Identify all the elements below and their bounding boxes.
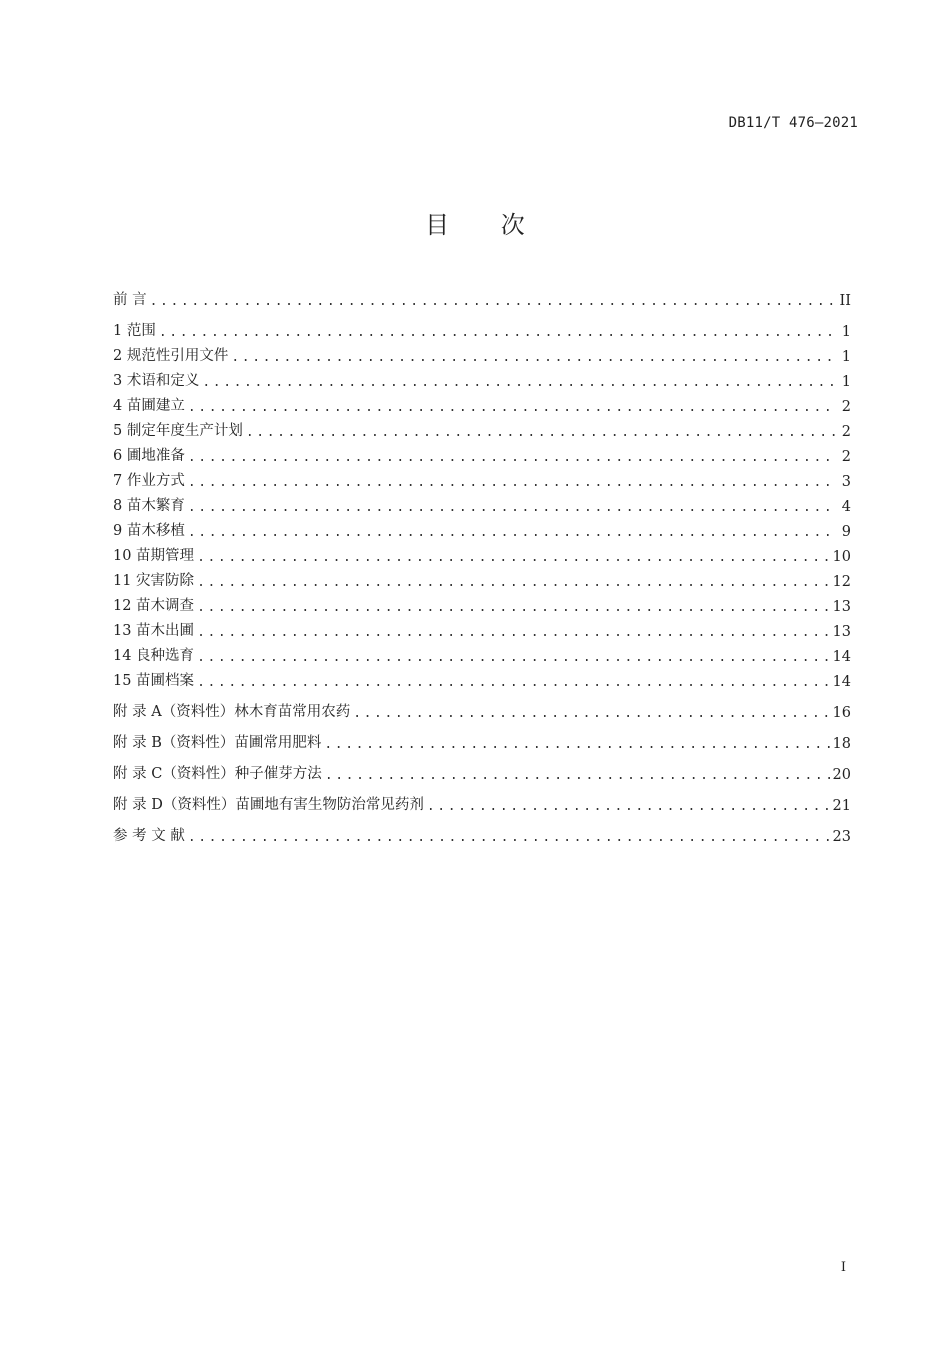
toc-leader-dots xyxy=(325,768,830,783)
toc-page-number: 20 xyxy=(832,767,851,783)
toc-page-number: 1 xyxy=(841,349,851,365)
toc-page-number: 14 xyxy=(832,674,851,690)
toc-entry-foreword[interactable] xyxy=(113,287,851,309)
toc-entry-appendix-c[interactable] xyxy=(113,752,851,783)
toc-leader-dots xyxy=(231,350,836,365)
toc-page-number: 2 xyxy=(841,449,851,465)
toc-entry-8[interactable] xyxy=(113,490,851,515)
toc-leader-dots xyxy=(188,450,836,465)
toc-label: 15 苗圃档案 xyxy=(113,673,195,689)
toc-leader-dots xyxy=(159,325,836,340)
toc-entry-3[interactable] xyxy=(113,365,851,390)
toc-page-number: 1 xyxy=(841,324,851,340)
toc-page-number: 14 xyxy=(832,649,851,665)
toc-leader-dots xyxy=(197,650,829,665)
toc-label: 2 规范性引用文件 xyxy=(113,348,229,364)
toc-leader-dots xyxy=(188,400,836,415)
toc-leader-dots xyxy=(353,706,829,721)
toc-label: 8 苗木繁育 xyxy=(113,498,185,514)
toc-label: 参 考 文 献 xyxy=(113,828,185,844)
toc-entry-11[interactable] xyxy=(113,565,851,590)
toc-page-number: II xyxy=(839,293,851,309)
toc-label: 附 录 D（资料性）苗圃地有害生物防治常见药剂 xyxy=(113,797,424,813)
toc-entry-15[interactable] xyxy=(113,665,851,690)
toc-leader-dots xyxy=(188,475,836,490)
toc-leader-dots xyxy=(188,500,836,515)
toc-label: 附 录 A（资料性）林木育苗常用农药 xyxy=(113,704,351,720)
toc-entry-9[interactable] xyxy=(113,515,851,540)
page-title: 目 次 xyxy=(425,211,547,239)
toc-leader-dots xyxy=(197,600,829,615)
toc-page-number: 16 xyxy=(832,705,851,721)
table-of-contents xyxy=(113,287,851,845)
toc-leader-dots xyxy=(197,625,829,640)
toc-label: 7 作业方式 xyxy=(113,473,185,489)
toc-entry-5[interactable] xyxy=(113,415,851,440)
toc-entry-13[interactable] xyxy=(113,615,851,640)
toc-label: 5 制定年度生产计划 xyxy=(113,423,243,439)
toc-entry-6[interactable] xyxy=(113,440,851,465)
toc-page-number: 13 xyxy=(832,624,851,640)
toc-leader-dots xyxy=(197,550,829,565)
toc-page-number: 10 xyxy=(832,549,851,565)
toc-leader-dots xyxy=(197,675,829,690)
toc-leader-dots xyxy=(246,425,836,440)
toc-label: 12 苗木调查 xyxy=(113,598,195,614)
toc-leader-dots xyxy=(202,375,836,390)
toc-page-number: 12 xyxy=(832,574,851,590)
toc-entry-bibliography[interactable] xyxy=(113,814,851,845)
toc-page-number: 3 xyxy=(841,474,851,490)
toc-label: 3 术语和定义 xyxy=(113,373,200,389)
toc-leader-dots xyxy=(188,830,830,845)
toc-page-number: 2 xyxy=(841,424,851,440)
page-number: I xyxy=(840,1260,846,1275)
toc-page-number: 2 xyxy=(841,399,851,415)
toc-page-number: 13 xyxy=(832,599,851,615)
toc-page-number: 21 xyxy=(832,798,851,814)
toc-leader-dots xyxy=(427,799,830,814)
toc-entry-appendix-d[interactable] xyxy=(113,783,851,814)
toc-label: 14 良种选育 xyxy=(113,648,195,664)
toc-entry-4[interactable] xyxy=(113,390,851,415)
toc-entry-12[interactable] xyxy=(113,590,851,615)
toc-label: 13 苗木出圃 xyxy=(113,623,195,639)
document-code: DB11/T 476—2021 xyxy=(728,115,858,131)
toc-label: 4 苗圃建立 xyxy=(113,398,185,414)
toc-page-number: 9 xyxy=(841,524,851,540)
toc-leader-dots xyxy=(150,294,836,309)
toc-label: 1 范围 xyxy=(113,323,156,339)
toc-leader-dots xyxy=(324,737,829,752)
toc-page-number: 23 xyxy=(832,829,851,845)
toc-label: 6 圃地准备 xyxy=(113,448,185,464)
toc-label: 前 言 xyxy=(113,292,147,308)
toc-label: 附 录 B（资料性）苗圃常用肥料 xyxy=(113,735,322,751)
toc-entry-appendix-a[interactable] xyxy=(113,690,851,721)
toc-entry-7[interactable] xyxy=(113,465,851,490)
toc-label: 9 苗木移植 xyxy=(113,523,185,539)
toc-page-number: 1 xyxy=(841,374,851,390)
toc-entry-1[interactable] xyxy=(113,309,851,340)
toc-entry-10[interactable] xyxy=(113,540,851,565)
toc-page-number: 18 xyxy=(832,736,851,752)
toc-leader-dots xyxy=(197,575,829,590)
toc-page-number: 4 xyxy=(841,499,851,515)
toc-entry-14[interactable] xyxy=(113,640,851,665)
toc-label: 10 苗期管理 xyxy=(113,548,195,564)
toc-label: 附 录 C（资料性）种子催芽方法 xyxy=(113,766,322,782)
toc-entry-2[interactable] xyxy=(113,340,851,365)
toc-label: 11 灾害防除 xyxy=(113,573,195,589)
toc-leader-dots xyxy=(188,525,836,540)
toc-entry-appendix-b[interactable] xyxy=(113,721,851,752)
